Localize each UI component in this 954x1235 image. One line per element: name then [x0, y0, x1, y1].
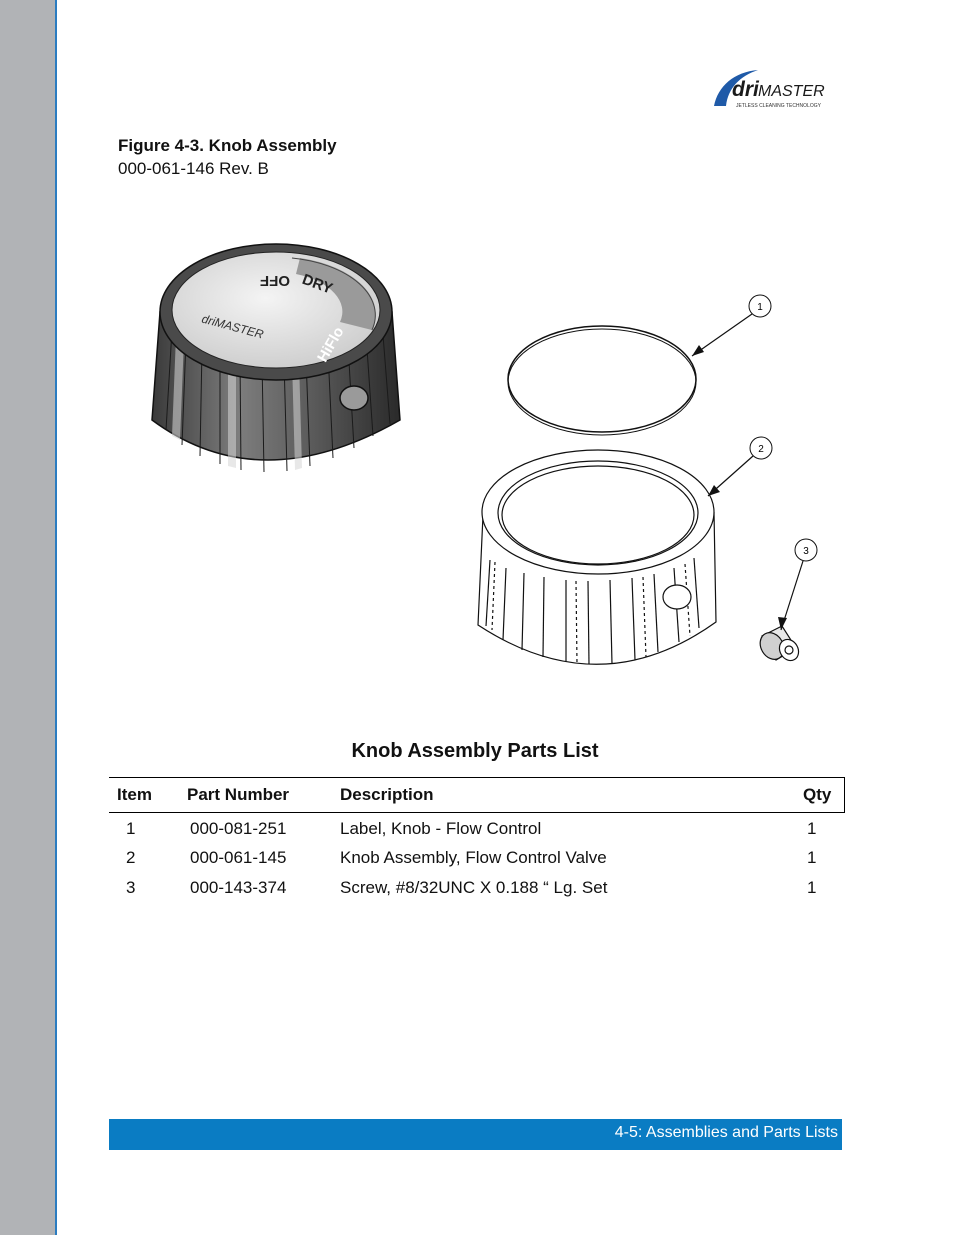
- table-row: [109, 848, 844, 876]
- svg-text:MASTER: MASTER: [758, 83, 825, 100]
- cell-qty: 1: [807, 848, 817, 867]
- svg-text:OFF: OFF: [260, 272, 290, 289]
- parts-table-header: [109, 777, 845, 813]
- cell-part-number: 000-061-145: [190, 848, 287, 867]
- svg-text:dri: dri: [732, 78, 759, 101]
- cell-item: 2: [126, 848, 136, 867]
- svg-text:driMASTER: driMASTER: [200, 311, 266, 342]
- label-disc: [508, 326, 696, 435]
- parts-list-title: Knob Assembly Parts List: [351, 740, 599, 762]
- callout-3: [778, 539, 817, 630]
- header-part-number: Part Number: [187, 785, 290, 804]
- svg-text:1: 1: [757, 302, 763, 313]
- footer-bar: [109, 1119, 842, 1150]
- cell-description: Label, Knob - Flow Control: [340, 819, 542, 838]
- cell-part-number: 000-143-374: [190, 878, 287, 897]
- figure-title: Figure 4-3. Knob Assembly: [118, 136, 337, 155]
- svg-text:3: 3: [803, 546, 809, 557]
- cell-qty: 1: [807, 878, 817, 897]
- svg-text:DRY: DRY: [299, 270, 335, 298]
- footer-section-label: 4-5: Assemblies and Parts Lists: [614, 1124, 838, 1141]
- cell-description: Knob Assembly, Flow Control Valve: [340, 848, 607, 867]
- callout-2: [708, 437, 772, 496]
- figure-subtitle: 000-061-146 Rev. B: [118, 159, 269, 178]
- svg-text:JETLESS CLEANING TECHNOLOGY: JETLESS CLEANING TECHNOLOGY: [736, 103, 821, 109]
- header-item: Item: [117, 785, 152, 804]
- knob-body: [478, 450, 716, 664]
- table-row: [109, 819, 844, 847]
- cell-item: 3: [126, 878, 136, 897]
- cell-part-number: 000-081-251: [190, 819, 287, 838]
- header-description: Description: [340, 785, 434, 804]
- assembled-knob: [152, 244, 400, 472]
- cell-qty: 1: [807, 819, 817, 838]
- header-qty: Qty: [803, 785, 832, 804]
- svg-text:2: 2: [758, 444, 764, 455]
- callout-1: [692, 295, 771, 356]
- cell-description: Screw, #8/32UNC X 0.188 “ Lg. Set: [340, 878, 608, 897]
- svg-text:HiFlo: HiFlo: [314, 324, 348, 366]
- table-row: [109, 878, 844, 906]
- set-screw: [755, 626, 802, 664]
- cell-item: 1: [126, 819, 136, 838]
